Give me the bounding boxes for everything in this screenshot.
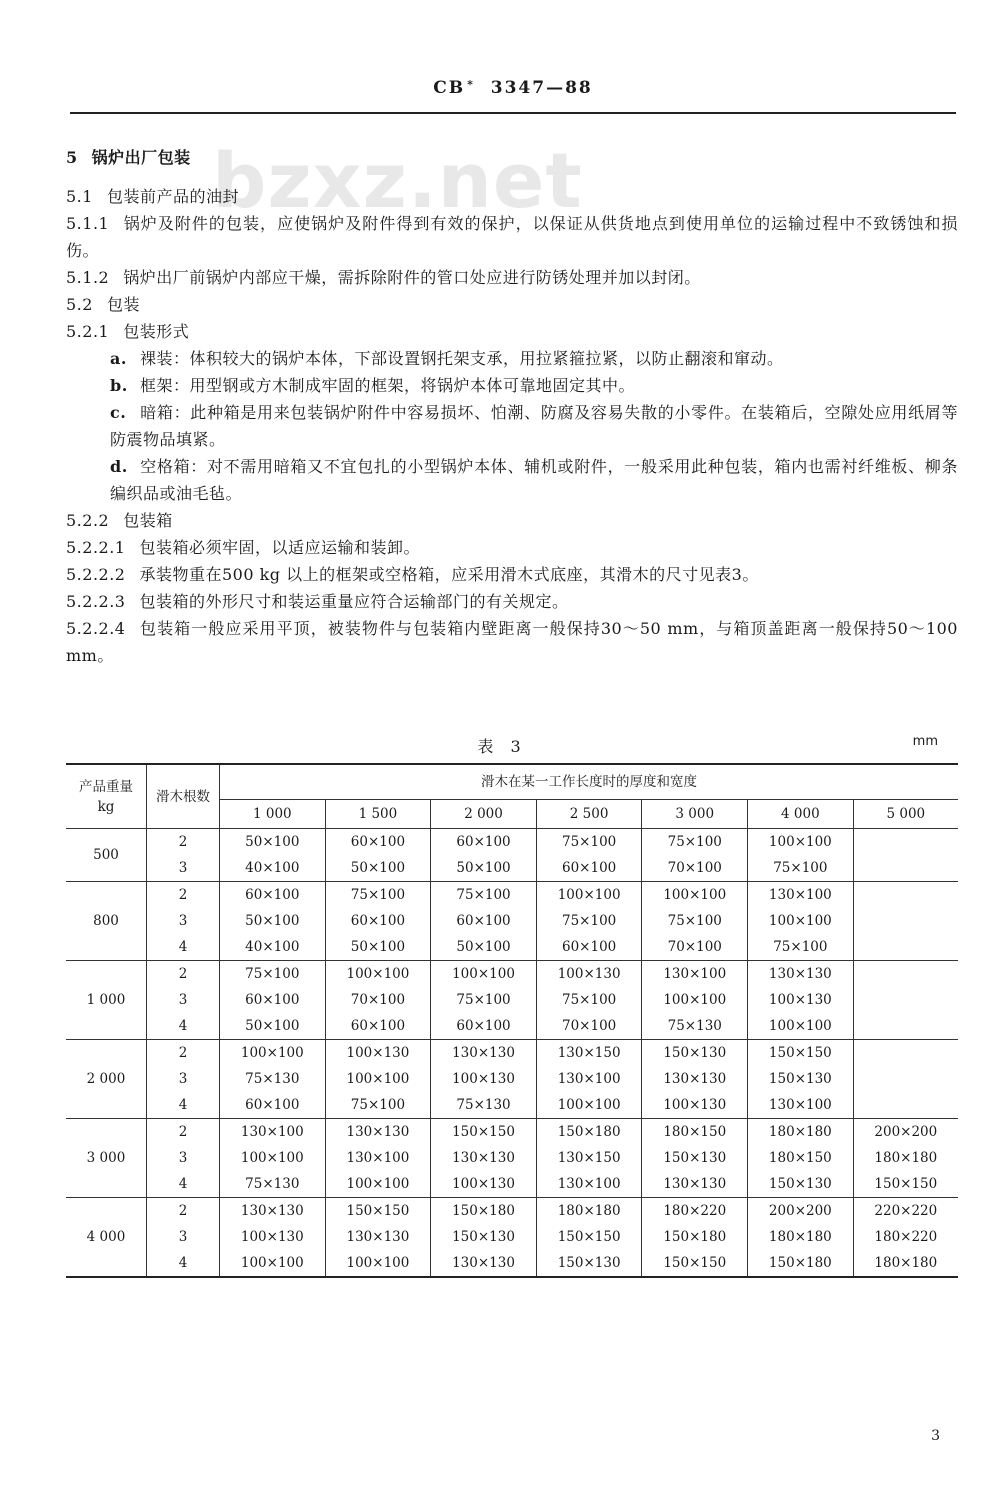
size-cell: 150×130 xyxy=(642,1145,748,1171)
standard-code: CB xyxy=(433,78,466,98)
document-body xyxy=(66,144,958,669)
clause xyxy=(66,507,958,534)
skid-count-cell: 4 xyxy=(147,1013,220,1040)
size-cell: 150×150 xyxy=(536,1224,642,1250)
size-cell: 100×130 xyxy=(642,1092,748,1119)
table-row xyxy=(66,829,958,856)
size-cell: 220×220 xyxy=(853,1198,958,1225)
form-text: 暗箱：此种箱是用来包装锅炉附件中容易损坏、怕潮、防腐及容易失散的小零件。在装箱后，空隙处应用纸屑等防震物品填紧。 xyxy=(110,403,958,449)
clause xyxy=(66,318,958,345)
weight-cell: 3 000 xyxy=(66,1119,147,1198)
skid-count-cell: 3 xyxy=(147,1066,220,1092)
skid-count-cell: 4 xyxy=(147,1092,220,1119)
length-header: 3 000 xyxy=(642,800,748,829)
clause-text: 包装形式 xyxy=(123,322,190,341)
size-cell xyxy=(853,908,958,934)
skid-count-cell: 3 xyxy=(147,1224,220,1250)
size-cell: 50×100 xyxy=(431,934,537,961)
clause-text: 包装箱必须牢固，以适应运输和装卸。 xyxy=(139,538,420,557)
length-header: 4 000 xyxy=(748,800,854,829)
clause-text: 承装物重在500 kg 以上的框架或空格箱，应采用滑木式底座，其滑木的尺寸见表3。 xyxy=(139,565,759,584)
size-cell: 130×130 xyxy=(220,1198,326,1225)
table-row xyxy=(66,882,958,909)
table-row xyxy=(66,908,958,934)
size-cell: 60×100 xyxy=(536,855,642,882)
size-cell: 150×150 xyxy=(642,1250,748,1277)
size-cell xyxy=(853,1013,958,1040)
length-header: 1 000 xyxy=(220,800,326,829)
size-cell: 60×100 xyxy=(325,829,431,856)
form-text: 空格箱：对不需用暗箱又不宜包扎的小型锅炉本体、辅机或附件，一般采用此种包装，箱内也需衬纤维板、柳条编织品或油毛毡。 xyxy=(110,457,958,503)
size-cell: 100×130 xyxy=(220,1224,326,1250)
skid-count-cell: 3 xyxy=(147,908,220,934)
page-header xyxy=(70,78,956,114)
size-cell: 100×100 xyxy=(220,1250,326,1277)
header-weight-unit: kg xyxy=(97,798,115,815)
table-row xyxy=(66,855,958,882)
header-count: 滑木根数 xyxy=(147,764,220,829)
size-cell: 130×130 xyxy=(325,1224,431,1250)
size-cell: 130×100 xyxy=(748,1092,854,1119)
size-cell: 180×220 xyxy=(642,1198,748,1225)
table-row xyxy=(66,1066,958,1092)
size-cell: 200×200 xyxy=(748,1198,854,1225)
size-cell: 180×150 xyxy=(642,1119,748,1146)
clause-number: 5.1.1 xyxy=(66,214,110,233)
clause-number: 5.1.2 xyxy=(66,268,110,287)
size-cell: 150×130 xyxy=(536,1250,642,1277)
section-title: 锅炉出厂包装 xyxy=(91,148,191,167)
size-cell: 75×100 xyxy=(431,987,537,1013)
size-cell: 150×180 xyxy=(748,1250,854,1277)
size-cell: 75×130 xyxy=(220,1066,326,1092)
section-number: 5 xyxy=(66,148,78,167)
page-number: 3 xyxy=(931,1428,940,1444)
clause-text: 包装箱一般应采用平顶，被装物件与包装箱内壁距离一般保持30～50 mm，与箱顶盖距离一般保持50～100 mm。 xyxy=(66,619,958,665)
size-cell: 100×130 xyxy=(325,1040,431,1067)
size-cell: 130×100 xyxy=(220,1119,326,1146)
table-row xyxy=(66,961,958,988)
table-row xyxy=(66,1198,958,1225)
header-span: 滑木在某一工作长度时的厚度和宽度 xyxy=(220,764,959,800)
skid-count-cell: 2 xyxy=(147,882,220,909)
form-label: c. xyxy=(110,403,127,422)
packaging-forms-list xyxy=(66,345,958,507)
form-label: a. xyxy=(110,349,127,368)
header-weight-label: 产品重量 xyxy=(79,778,133,795)
size-cell: 150×130 xyxy=(748,1066,854,1092)
table-row xyxy=(66,1092,958,1119)
clause xyxy=(66,291,958,318)
clause-text: 包装箱 xyxy=(123,511,173,530)
size-cell: 75×100 xyxy=(642,908,748,934)
header-weight xyxy=(66,764,147,829)
size-cell: 100×100 xyxy=(325,1250,431,1277)
clause xyxy=(66,534,958,561)
skid-count-cell: 2 xyxy=(147,961,220,988)
weight-cell: 1 000 xyxy=(66,961,147,1040)
size-cell xyxy=(853,961,958,988)
size-cell: 100×100 xyxy=(325,961,431,988)
size-cell: 100×100 xyxy=(748,1013,854,1040)
size-cell: 75×100 xyxy=(748,855,854,882)
clauses-block-2 xyxy=(66,507,958,669)
size-cell: 150×150 xyxy=(325,1198,431,1225)
table-row xyxy=(66,1145,958,1171)
size-cell: 50×100 xyxy=(220,1013,326,1040)
size-cell: 75×130 xyxy=(642,1013,748,1040)
clauses-block-1 xyxy=(66,183,958,345)
skid-count-cell: 4 xyxy=(147,934,220,961)
standard-number xyxy=(70,78,956,98)
size-cell: 150×130 xyxy=(431,1224,537,1250)
size-cell: 130×130 xyxy=(431,1145,537,1171)
clause-number: 5.1 xyxy=(66,187,93,206)
table-body xyxy=(66,829,958,1278)
size-cell: 60×100 xyxy=(220,1092,326,1119)
size-cell: 60×100 xyxy=(536,934,642,961)
watermark: bzxz.net xyxy=(212,136,583,225)
size-cell: 100×100 xyxy=(220,1145,326,1171)
clause-text: 包装 xyxy=(106,295,140,314)
size-cell: 130×100 xyxy=(536,1171,642,1198)
form-text: 裸装：体积较大的锅炉本体，下部设置钢托架支承，用拉紧箍拉紧，以防止翻滚和窜动。 xyxy=(140,349,784,368)
size-cell: 100×130 xyxy=(748,987,854,1013)
clause-text: 锅炉及附件的包装，应使锅炉及附件得到有效的保护，以保证从供货地点到使用单位的运输过程中不致锈蚀和损伤。 xyxy=(66,214,958,260)
packaging-form-item xyxy=(66,453,958,507)
weight-cell: 2 000 xyxy=(66,1040,147,1119)
size-cell: 60×100 xyxy=(325,1013,431,1040)
size-cell: 150×150 xyxy=(748,1040,854,1067)
skid-count-cell: 3 xyxy=(147,1145,220,1171)
skid-count-cell: 3 xyxy=(147,855,220,882)
size-cell: 150×130 xyxy=(642,1040,748,1067)
size-cell: 70×100 xyxy=(642,855,748,882)
table-row xyxy=(66,987,958,1013)
size-cell: 60×100 xyxy=(220,882,326,909)
size-cell xyxy=(853,829,958,856)
size-cell: 100×130 xyxy=(431,1066,537,1092)
table-row xyxy=(66,1250,958,1277)
size-cell: 100×100 xyxy=(748,908,854,934)
size-cell: 75×100 xyxy=(536,908,642,934)
size-cell: 75×100 xyxy=(536,987,642,1013)
standard-mark: * xyxy=(467,78,475,91)
size-cell: 150×180 xyxy=(642,1224,748,1250)
clause xyxy=(66,588,958,615)
length-header: 2 500 xyxy=(536,800,642,829)
clause xyxy=(66,615,958,669)
table-row xyxy=(66,1040,958,1067)
clause xyxy=(66,210,958,264)
size-cell: 100×100 xyxy=(325,1171,431,1198)
size-cell: 100×100 xyxy=(220,1040,326,1067)
size-cell: 40×100 xyxy=(220,855,326,882)
size-cell: 50×100 xyxy=(325,855,431,882)
size-cell xyxy=(853,987,958,1013)
clause-number: 5.2.2.4 xyxy=(66,619,126,638)
clause xyxy=(66,264,958,291)
size-cell: 100×130 xyxy=(431,1171,537,1198)
size-cell: 130×130 xyxy=(748,961,854,988)
size-cell: 50×100 xyxy=(220,829,326,856)
form-label: d. xyxy=(110,457,128,476)
skid-size-table xyxy=(66,763,958,1278)
size-cell: 50×100 xyxy=(325,934,431,961)
size-cell: 75×100 xyxy=(220,961,326,988)
clause-number: 5.2.2 xyxy=(66,511,110,530)
size-cell: 130×130 xyxy=(431,1040,537,1067)
clause-number: 5.2.1 xyxy=(66,322,110,341)
size-cell: 130×130 xyxy=(431,1250,537,1277)
size-cell: 70×100 xyxy=(325,987,431,1013)
size-cell: 150×180 xyxy=(431,1198,537,1225)
size-cell: 60×100 xyxy=(431,829,537,856)
clause-number: 5.2 xyxy=(66,295,93,314)
size-cell: 50×100 xyxy=(431,855,537,882)
length-header: 5 000 xyxy=(853,800,958,829)
form-label: b. xyxy=(110,376,128,395)
table-row xyxy=(66,934,958,961)
length-header: 2 000 xyxy=(431,800,537,829)
section-heading xyxy=(66,144,958,171)
size-cell: 75×100 xyxy=(536,829,642,856)
size-cell: 180×180 xyxy=(536,1198,642,1225)
skid-count-cell: 2 xyxy=(147,1119,220,1146)
size-cell: 150×130 xyxy=(748,1171,854,1198)
length-header: 1 500 xyxy=(325,800,431,829)
size-cell: 75×100 xyxy=(748,934,854,961)
size-cell: 100×100 xyxy=(431,961,537,988)
size-cell: 130×150 xyxy=(536,1040,642,1067)
size-cell: 40×100 xyxy=(220,934,326,961)
size-cell: 150×150 xyxy=(431,1119,537,1146)
size-cell: 100×100 xyxy=(536,882,642,909)
size-cell: 100×100 xyxy=(325,1066,431,1092)
table-caption xyxy=(66,734,938,758)
size-cell: 70×100 xyxy=(642,934,748,961)
table-row xyxy=(66,1171,958,1198)
size-cell: 130×100 xyxy=(748,882,854,909)
packaging-form-item xyxy=(66,345,958,372)
size-cell: 130×100 xyxy=(642,961,748,988)
size-cell xyxy=(853,1040,958,1067)
size-cell: 130×150 xyxy=(536,1145,642,1171)
size-cell: 130×130 xyxy=(325,1119,431,1146)
size-cell: 75×100 xyxy=(325,1092,431,1119)
size-cell: 130×100 xyxy=(325,1145,431,1171)
size-cell: 180×150 xyxy=(748,1145,854,1171)
size-cell: 50×100 xyxy=(220,908,326,934)
size-cell: 150×150 xyxy=(853,1171,958,1198)
size-cell: 75×100 xyxy=(325,882,431,909)
packaging-form-item xyxy=(66,372,958,399)
size-cell: 130×100 xyxy=(536,1066,642,1092)
clause-text: 包装前产品的油封 xyxy=(106,187,239,206)
size-cell: 75×100 xyxy=(431,882,537,909)
weight-cell: 800 xyxy=(66,882,147,961)
clause xyxy=(66,183,958,210)
weight-cell: 500 xyxy=(66,829,147,882)
size-cell: 70×100 xyxy=(536,1013,642,1040)
form-text: 框架：用型钢或方木制成牢固的框架，将锅炉本体可靠地固定其中。 xyxy=(140,376,636,395)
size-cell xyxy=(853,934,958,961)
size-cell: 60×100 xyxy=(431,1013,537,1040)
size-cell xyxy=(853,855,958,882)
clause-number: 5.2.2.1 xyxy=(66,538,126,557)
size-cell: 60×100 xyxy=(431,908,537,934)
packaging-form-item xyxy=(66,399,958,453)
clause-number: 5.2.2.3 xyxy=(66,592,126,611)
size-cell: 60×100 xyxy=(325,908,431,934)
table-row xyxy=(66,1119,958,1146)
size-cell: 75×130 xyxy=(431,1092,537,1119)
clause xyxy=(66,561,958,588)
size-cell: 150×180 xyxy=(536,1119,642,1146)
skid-count-cell: 3 xyxy=(147,987,220,1013)
table-unit: mm xyxy=(912,734,938,749)
size-cell: 180×220 xyxy=(853,1224,958,1250)
weight-cell: 4 000 xyxy=(66,1198,147,1278)
size-cell: 200×200 xyxy=(853,1119,958,1146)
size-cell: 100×100 xyxy=(642,882,748,909)
size-cell: 180×180 xyxy=(853,1250,958,1277)
size-cell: 60×100 xyxy=(220,987,326,1013)
table-row xyxy=(66,1224,958,1250)
size-cell xyxy=(853,882,958,909)
size-cell: 75×100 xyxy=(642,829,748,856)
clause-number: 5.2.2.2 xyxy=(66,565,126,584)
size-cell: 130×130 xyxy=(642,1066,748,1092)
size-cell: 75×130 xyxy=(220,1171,326,1198)
size-cell: 180×180 xyxy=(853,1145,958,1171)
size-cell: 100×100 xyxy=(642,987,748,1013)
clause-text: 包装箱的外形尺寸和装运重量应符合运输部门的有关规定。 xyxy=(139,592,569,611)
table-row xyxy=(66,1013,958,1040)
size-cell: 100×100 xyxy=(748,829,854,856)
size-cell: 130×130 xyxy=(642,1171,748,1198)
skid-count-cell: 2 xyxy=(147,1198,220,1225)
clause-text: 锅炉出厂前锅炉内部应干燥，需拆除附件的管口处应进行防锈处理并加以封闭。 xyxy=(123,268,701,287)
size-cell: 100×100 xyxy=(536,1092,642,1119)
standard-id: 3347—88 xyxy=(490,78,593,98)
size-cell: 180×180 xyxy=(748,1224,854,1250)
skid-count-cell: 2 xyxy=(147,1040,220,1067)
size-cell xyxy=(853,1092,958,1119)
table-title: 表 3 xyxy=(477,737,527,756)
size-cell: 180×180 xyxy=(748,1119,854,1146)
size-cell: 100×130 xyxy=(536,961,642,988)
skid-count-cell: 4 xyxy=(147,1250,220,1277)
skid-count-cell: 2 xyxy=(147,829,220,856)
size-cell xyxy=(853,1066,958,1092)
skid-count-cell: 4 xyxy=(147,1171,220,1198)
